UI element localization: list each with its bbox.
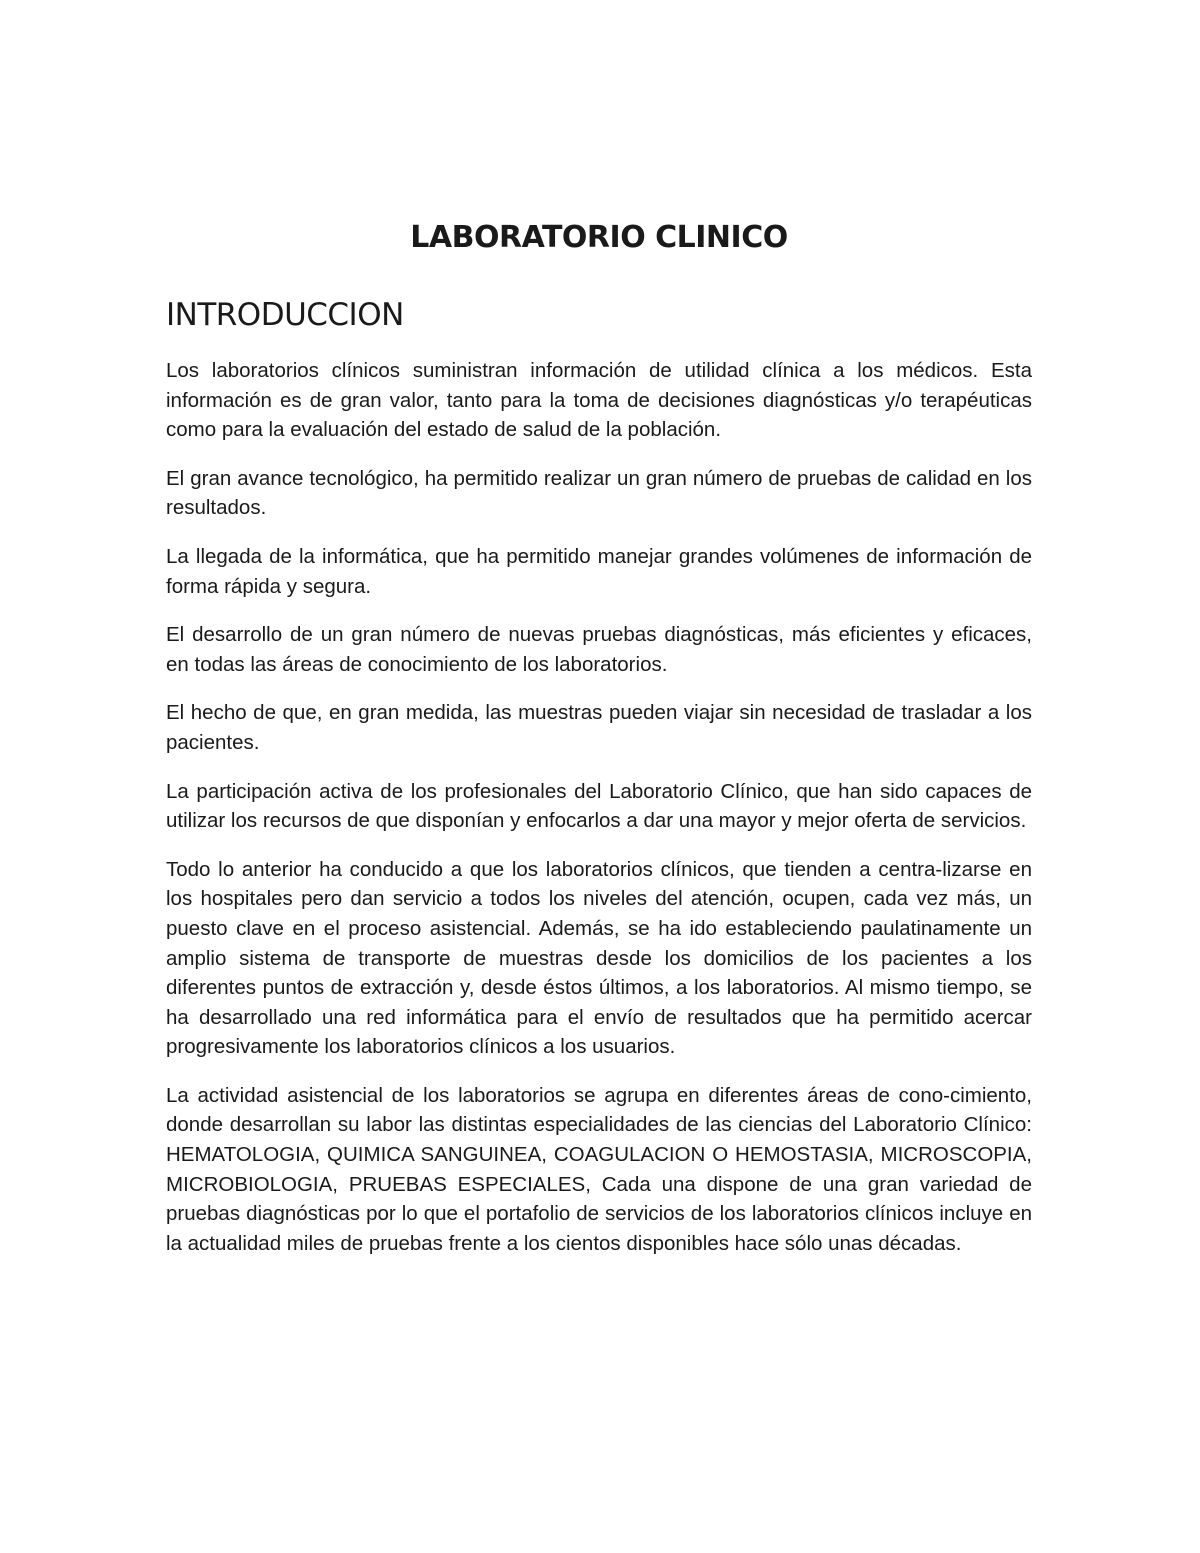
paragraph-6: La participación activa de los profesionales del Laboratorio Clínico, que han sido capaces de utilizar los recursos de que disponían y enfocarlos a dar una mayor y mejor oferta de servicios.: [166, 779, 1032, 833]
document-body: [166, 218, 1032, 1277]
paragraph-5: El hecho de que, en gran medida, las muestras pueden viajar sin necesidad de trasladar a los pacientes.: [166, 701, 1032, 754]
section-heading-introduccion: INTRODUCCION: [166, 297, 404, 333]
paragraph-3: La llegada de la informática, que ha permitido manejar grandes volúmenes de información de forma rápida y segura.: [166, 544, 1032, 598]
paragraph-7: Todo lo anterior ha conducido a que los laboratorios clínicos, que tienden a centra-lizarse en los hospitales pero dan servicio a todos los niveles del atención, ocupen, cada vez más, un puesto clave en el proceso asistencial. Además, se ha ido estableciendo paulatinamente un amplio sistema de transporte de muestras desde los domicilios de los pacientes a los diferentes puntos de extracción y, desde éstos últimos, a los laboratorios. Al mismo tiempo, se ha desarrollado una red informática para el envío de resultados que ha permitido acercar progresivamente los laboratorios clínicos a los usuarios.: [166, 857, 1032, 1059]
document-title: LABORATORIO CLINICO: [410, 220, 788, 255]
paragraph-2: El gran avance tecnológico, ha permitido realizar un gran número de pruebas de calidad en los resultados.: [166, 466, 1032, 520]
paragraph-1: Los laboratorios clínicos suministran información de utilidad clínica a los médicos. Esta información es de gran valor, tanto para la toma de decisiones diagnósticas y/o terapéuticas como para la evaluación del estado de salud de la población.: [166, 359, 1032, 442]
paragraph-4: El desarrollo de un gran número de nuevas pruebas diagnósticas, más eficientes y eficaces, en todas las áreas de conocimiento de los laboratorios.: [166, 623, 1032, 676]
paragraph-8: La actividad asistencial de los laboratorios se agrupa en diferentes áreas de cono-cimiento, donde desarrollan su labor las distintas especialidades de las ciencias del Laboratorio Clínico: HEMATOLOGIA, QUIMICA SANGUINEA, COAGULACION O HEMOSTASIA, MICROSCOPIA, MICROBIOLOGIA, PRUEBAS ESPECIALES, Cada una dispone de una gran variedad de pruebas diagnósticas por lo que el portafolio de servicios de los laboratorios clínicos incluye en la actualidad miles de pruebas frente a los cientos disponibles hace sólo unas décadas.: [166, 1083, 1032, 1255]
